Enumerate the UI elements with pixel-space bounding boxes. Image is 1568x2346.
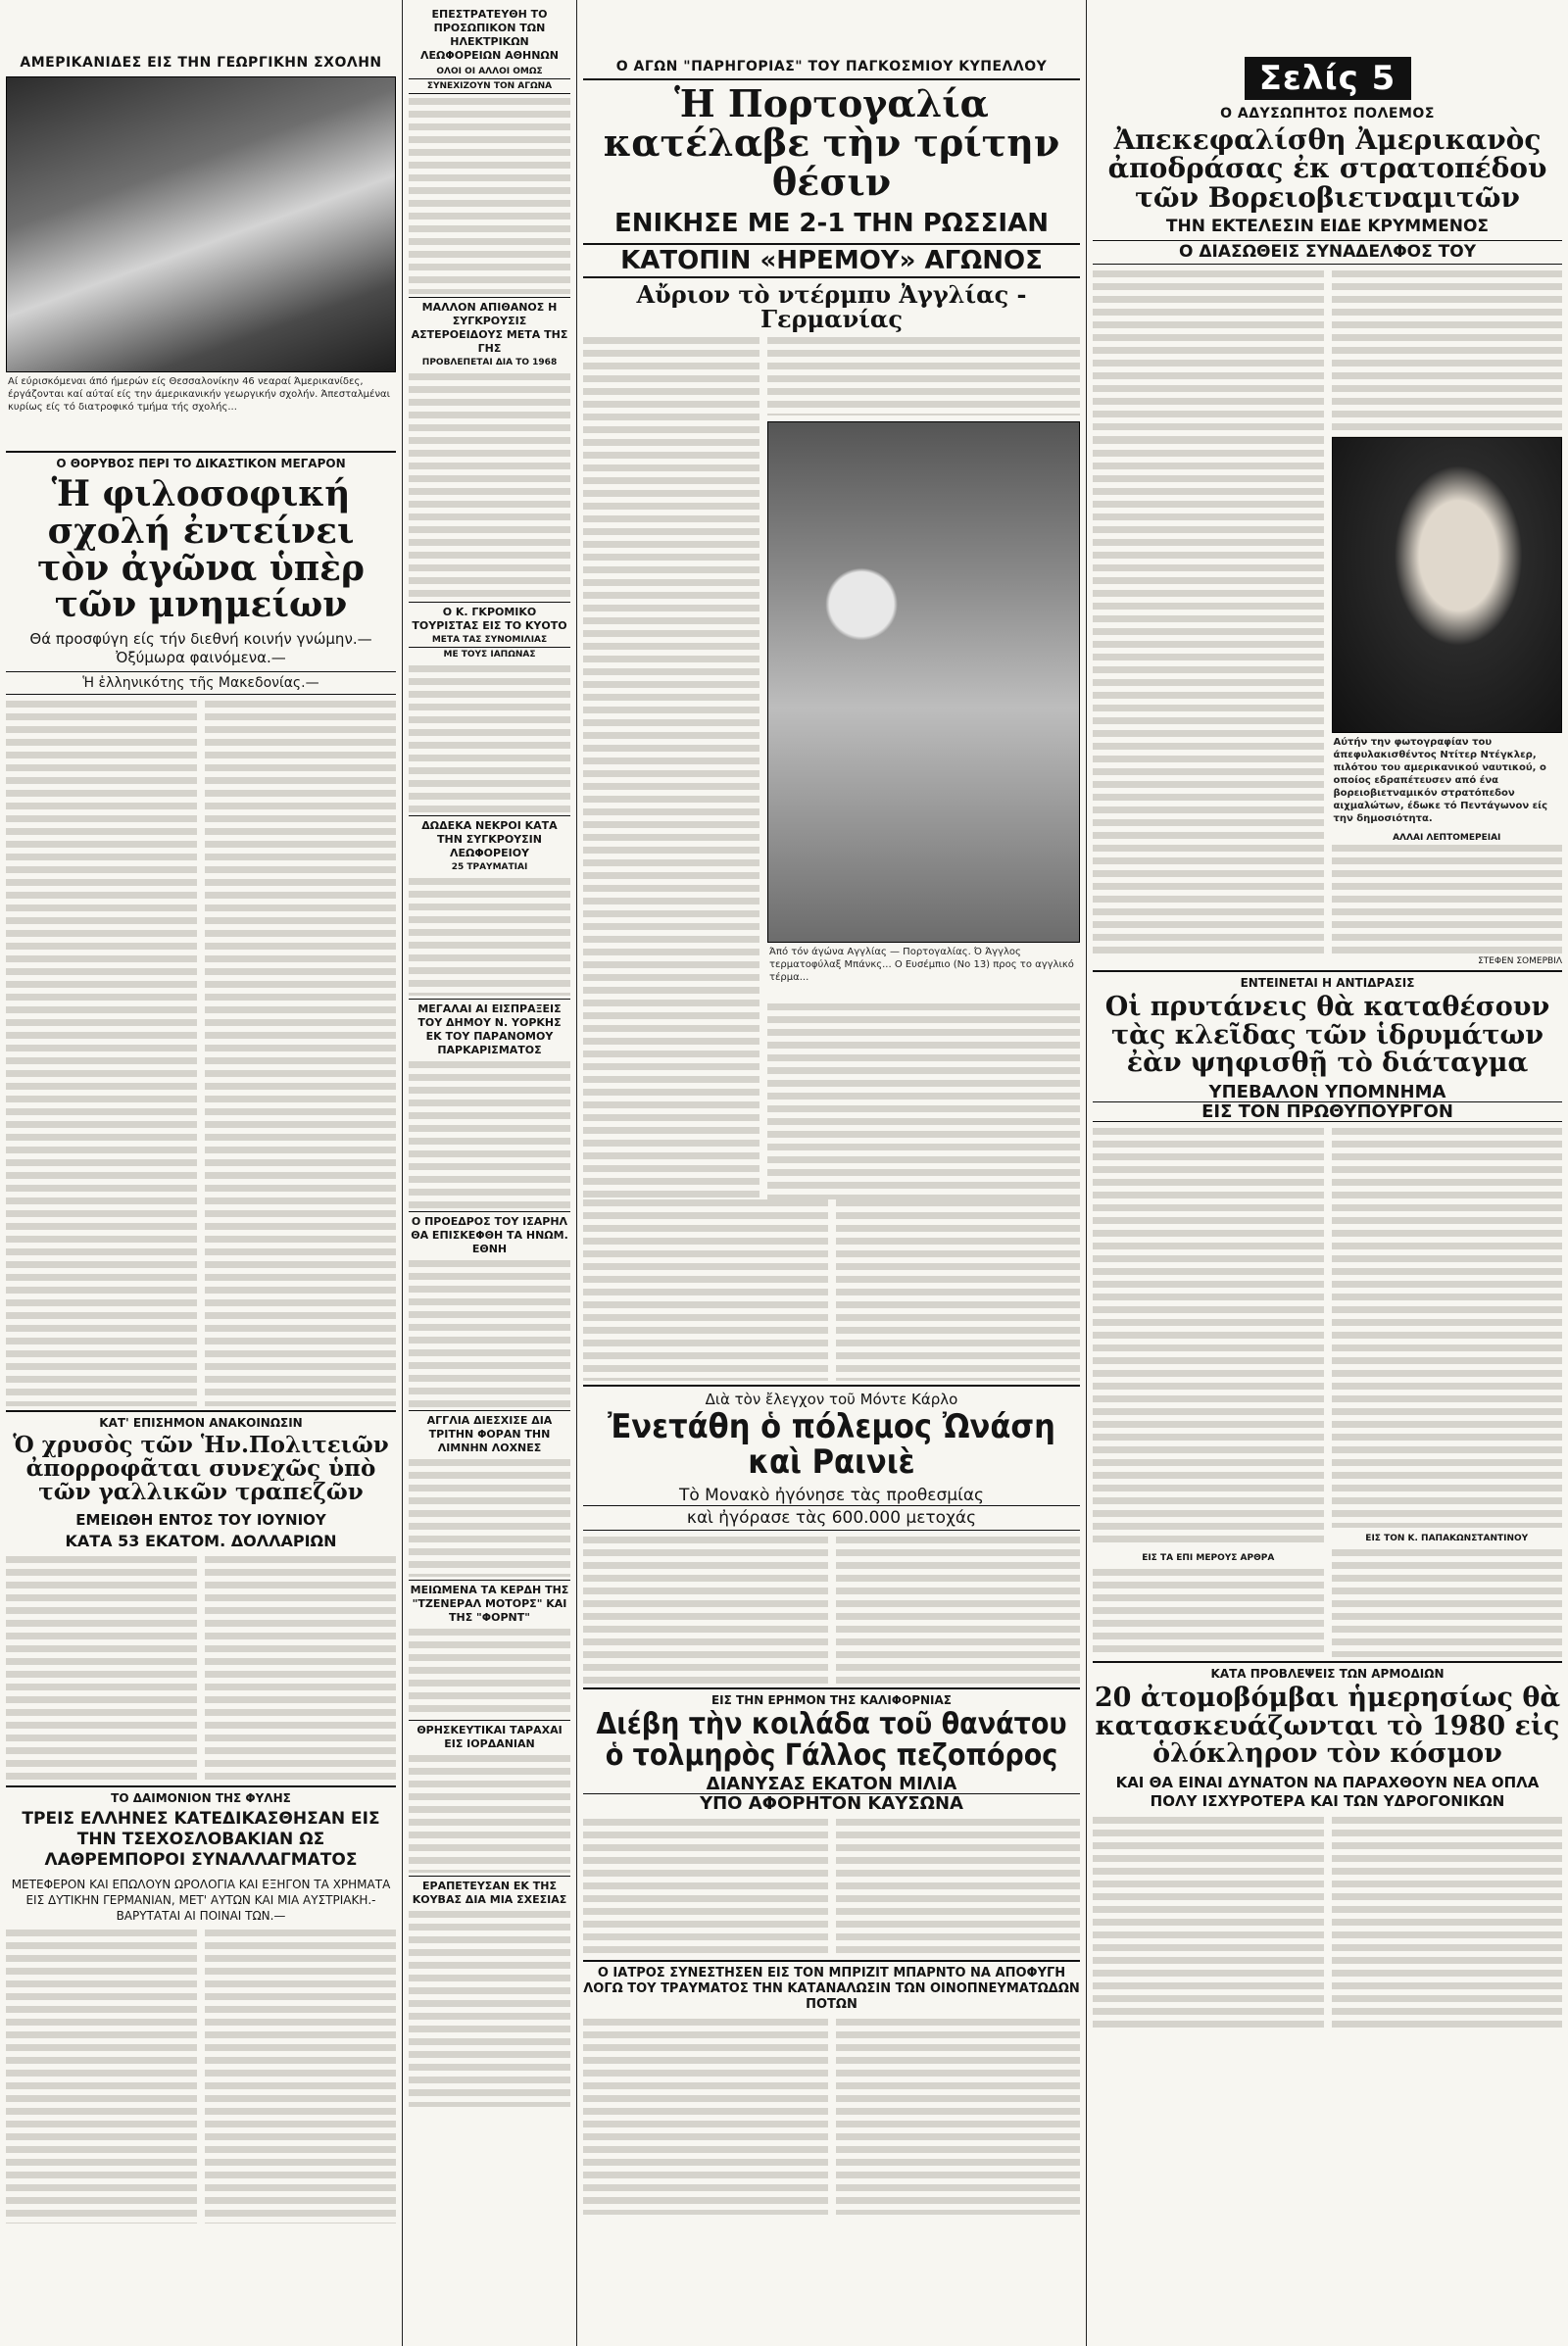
deck-nuclear: ΚΑΙ ΘΑ ΕΙΝΑΙ ΔΥΝΑΤΟΝ ΝΑ ΠΑΡΑΧΘΟΥΝ ΝΕΑ ΟΠΛΑ ΠΟΛΥ ΙΣΧΥΡΟΤΕΡΑ ΚΑΙ ΤΩΝ ΥΔΡΟΓΟΝΙΚΩΝ — [1115, 1774, 1540, 1811]
deck-tribe: ΜΕΤΕΦΕΡΟΝ ΚΑΙ ΕΠΩΛΟΥΝ ΩΡΟΛΟΓΙΑ ΚΑΙ ΕΞΗΓΟΝ ΤΑ ΧΡΗΜΑΤΑ ΕΙΣ ΔΥΤΙΚΗΝ ΓΕΡΜΑΝΙΑΝ, ΜΕΤ' ΑΥΤΩΝ ΚΑΙ ΜΙΑ ΑΥΣΤΡΙΑΚΗ.- ΒΑΡΥΤΑΤΑΙ ΑΙ ΠΟΙΝΑΙ ΤΩΝ.— — [11, 1877, 391, 1923]
headline-monte-carlo: Ἐνετάθη ὁ πόλεμος Ὠνάση καὶ Ραινιὲ — [608, 1407, 1055, 1482]
deck-gold-1: ΕΜΕΙΩΘΗ ΕΝΤΟΣ ΤΟΥ ΙΟΥΝΙΟΥ — [75, 1510, 326, 1529]
deck-universities-1: ΥΠΕΒΑΛΟΝ ΥΠΟΜΝΗΜΑ — [1208, 1082, 1446, 1103]
deck-portugal-3: Αὔριον τὸ ντέρμπυ Ἀγγλίας - Γερμανίας — [636, 279, 1027, 333]
kicker-gromyko-3: ΜΕ ΤΟΥΣ ΙΑΠΩΝΑΣ — [409, 647, 570, 661]
headline-portugal: Ἡ Πορτογαλία κατέλαβε τὴν τρίτην θέσιν — [603, 81, 1060, 204]
kicker-ny-parking: ΜΕΓΑΛΑΙ ΑΙ ΕΙΣΠΡΑΞΕΙΣ ΤΟΥ ΔΗΜΟΥ Ν. ΥΟΡΚΗΣ ΕΚ ΤΟΥ ΠΑΡΑΝΟΜΟΥ ΠΑΡΚΑΡΙΣΜΑΤΟΣ — [417, 1002, 562, 1056]
headline-tribe: ΤΡΕΙΣ ΕΛΛΗΝΕΣ ΚΑΤΕΔΙΚΑΣΘΗΣΑΝ ΕΙΣ ΤΗΝ ΤΣΕΧΟΣΛΟΒΑΚΙΑΝ ΩΣ ΛΑΘΡΕΜΠΟΡΟΙ ΣΥΝΑΛΛΑΓΜΑΤΟΣ — [22, 1808, 380, 1870]
football-photo — [767, 421, 1080, 943]
kicker-bus-crash-2: 25 ΤΡΑΥΜΑΤΙΑΙ — [451, 862, 528, 872]
deck-monte-carlo-1: Τὸ Μονακὸ ἠγόνησε τὰς προθεσμίας — [678, 1486, 985, 1506]
headline-bardot: Ο ΙΑΤΡΟΣ ΣΥΝΕΣΤΗΣΕΝ ΕΙΣ ΤΟΝ ΜΠΡΙΖΙΤ ΜΠΑΡΝΤΟ ΝΑ ΑΠΟΦΥΓΗ ΛΟΓΩ ΤΟΥ ΤΡΑΥΜΑΤΟΣ ΤΗΝ ΚΑΤΑΝΑΛΩΣΙΝ ΤΩΝ ΟΙΝΟΠΝΕΥΜΑΤΩΔΩΝ ΠΟΤΩΝ — [583, 1966, 1080, 2013]
kicker-asteroid-2: ΠΡΟΒΛΕΠΕΤΑΙ ΔΙΑ ΤΟ 1968 — [421, 358, 558, 367]
kicker-courthouse: Ο ΘΟΡΥΒΟΣ ΠΕΡΙ ΤΟ ΔΙΚΑΣΤΙΚΟΝ ΜΕΓΑΡΟΝ — [56, 457, 346, 470]
sub-partial-articles: ΕΙΣ ΤΑ ΕΠΙ ΜΕΡΟΥΣ ΑΡΘΡΑ — [1142, 1553, 1275, 1564]
kicker-asteroid: ΜΑΛΛΟΝ ΑΠΙΘΑΝΟΣ Η ΣΥΓΚΡΟΥΣΙΣ ΑΣΤΕΡΟΕΙΔΟΥΣ ΜΕΤΑ ΤΗΣ ΓΗΣ — [411, 301, 568, 355]
column-1 — [0, 0, 402, 2346]
photo-header: ΑΜΕΡΙΚΑΝΙΔΕΣ ΕΙΣ ΤΗΝ ΓΕΩΡΓΙΚΗΝ ΣΧΟΛΗΝ — [20, 55, 382, 71]
kicker-announcement: ΚΑΤ' ΕΠΙΣΗΜΟΝ ΑΝΑΚΟΙΝΩΣΙΝ — [99, 1416, 303, 1431]
kicker-lochness: ΑΓΓΛΙΑ ΔΙΕΣΧΙΣΕ ΔΙΑ ΤΡΙΤΗΝ ΦΟΡΑΝ ΤΗΝ ΛΙΜΝΗΝ ΛΟΧΝΕΣ — [426, 1414, 553, 1454]
pilot-photo-caption: Αύτήν την φωτογραφίαν του άπεφυλακισθέντος Ντίτερ Ντέγκλερ, πιλότου του αμερικανικού ναυτικού, ο οποίος εδραπέτευσεν από ένα βορειοβιετναμικόν στρατόπεδον αιχμαλώτων, έδωκε τό Πεντάγωνον είς την δημοσιότητα. — [1333, 737, 1548, 825]
kicker-buses: ΕΠΕΣΤΡΑΤΕΥΘΗ ΤΟ ΠΡΟΣΩΠΙΚΟΝ ΤΩΝ ΗΛΕΚΤΡΙΚΩΝ ΛΕΩΦΟΡΕΙΩΝ ΑΘΗΝΩΝ — [420, 8, 559, 62]
football-photo-caption: Άπό τόν άγώνα Αγγλίας — Πορτογαλίας. Ό Άγγλος τερματοφύλαξ Μπάνκς... Ο Ευσέμπιο (Νο 13) προς το αγγλικό τέρμα... — [769, 947, 1074, 984]
photo-caption: Αί εύρισκόμεναι άπό ήμερών είς Θεσσαλονίκην 46 νεαραί Άμερικανίδες, έργάζονται καί αύταί είς την άμερικανικήν γεωργικήν σχολήν. Άπεσταλμέναι κυρίως είς τό διατροφικό τμήμα τής σχολής... — [8, 376, 391, 413]
article-body-tribe — [6, 1930, 396, 2224]
kicker-israel: Ο ΠΡΟΕΔΡΟΣ ΤΟΥ ΙΣΑΡΗΛ ΘΑ ΕΠΙΣΚΕΦΘΗ ΤΑ ΗΝΩΜ. ΕΘΝΗ — [411, 1215, 568, 1255]
pilot-portrait-photo — [1332, 437, 1563, 733]
article-body-gold — [6, 1556, 396, 1782]
kicker-vietnam: Ο ΑΔΥΣΩΠΗΤΟΣ ΠΟΛΕΜΟΣ — [1220, 106, 1435, 122]
article-body-philosophy — [6, 701, 396, 1406]
kicker-universities: ΕΝΤΕΙΝΕΤΑΙ Η ΑΝΤΙΔΡΑΣΙΣ — [1240, 976, 1415, 991]
deck-vietnam-1: ΤΗΝ ΕΚΤΕΛΕΣΙΝ ΕΙΔΕ ΚΡΥΜΜΕΝΟΣ — [1165, 217, 1490, 237]
deck-philosophy-2: Ἡ ἑλληνικότης τῆς Μακεδονίας.— — [6, 671, 396, 695]
kicker-worldcup: Ο ΑΓΩΝ "ΠΑΡΗΓΟΡΙΑΣ" ΤΟΥ ΠΑΓΚΟΣΜΙΟΥ ΚΥΠΕΛΛΟΥ — [615, 59, 1048, 74]
headline-california: Διέβη τὴν κοιλάδα τοῦ θανάτου ὁ τολμηρὸς Γάλλος πεζοπόρος — [596, 1707, 1067, 1773]
kicker-gromyko-2: ΜΕΤΑ ΤΑΣ ΣΥΝΟΜΙΛΙΑΣ — [431, 635, 548, 645]
sub-papakonstantinou: ΕΙΣ ΤΟΝ Κ. ΠΑΠΑΚΩΝΣΤΑΝΤΙΝΟΥ — [1365, 1534, 1529, 1544]
headline-universities: Οἱ πρυτάνεις θὰ καταθέσουν τὰς κλεῖδας τῶν ἱδρυμάτων ἐὰν ψηφισθῇ τὸ διάταγμα — [1104, 992, 1550, 1078]
sub-details: ΑΛΛΑΙ ΛΕΠΤΟΜΕΡΕΙΑΙ — [1393, 833, 1501, 844]
deck-gold-2: ΚΑΤΑ 53 ΕΚΑΤΟΜ. ΔΟΛΛΑΡΙΩΝ — [65, 1531, 337, 1550]
headline-vietnam: Ἀπεκεφαλίσθη Ἀμερικανὸς ἀποδράσας ἐκ στρατοπέδου τῶν Βορειοβιετναμιτῶν — [1107, 123, 1547, 214]
byline: ΣΤΕΦΕΝ ΣΟΜΕΡΒΙΛ — [1478, 956, 1562, 967]
page-number-logo: Σελίς 5 — [1245, 57, 1411, 100]
kicker-buses-2: ΟΛΟΙ ΟΙ ΑΛΛΟΙ ΟΜΩΣ — [436, 67, 543, 76]
kicker-california: ΕΙΣ ΤΗΝ ΕΡΗΜΟΝ ΤΗΣ ΚΑΛΙΦΟΡΝΙΑΣ — [710, 1693, 952, 1708]
kicker-bus-crash: ΔΩΔΕΚΑ ΝΕΚΡΟΙ ΚΑΤΑ ΤΗΝ ΣΥΓΚΡΟΥΣΙΝ ΛΕΩΦΟΡΕΙΟΥ — [421, 819, 558, 859]
kicker-cuba: ΕΡΑΠΕΤΕΥΣΑΝ ΕΚ ΤΗΣ ΚΟΥΒΑΣ ΔΙΑ ΜΙΑ ΣΧΕΣΙΑΣ — [412, 1880, 567, 1906]
deck-universities-2: ΕΙΣ ΤΟΝ ΠΡΩΘΥΠΟΥΡΓΟΝ — [1093, 1101, 1562, 1122]
school-photo — [6, 76, 396, 372]
deck-california-1: ΔΙΑΝΥΣΑΣ ΕΚΑΤΟΝ ΜΙΛΙΑ — [706, 1774, 957, 1795]
deck-vietnam-2: Ο ΔΙΑΣΩΘΕΙΣ ΣΥΝΑΔΕΛΦΟΣ ΤΟΥ — [1093, 240, 1562, 265]
headline-philosophy-school: Ἡ φιλοσοφική σχολή ἐντείνει τὸν ἀγῶνα ὑπὲρ τῶν μνημείων — [37, 473, 365, 626]
deck-california-2: ΥΠΟ ΑΦΟΡΗΤΟΝ ΚΑΥΣΩΝΑ — [583, 1793, 1080, 1813]
deck-portugal-1: ΕΝΙΚΗΣΕ ΜΕ 2-1 ΤΗΝ ΡΩΣΣΙΑΝ — [614, 208, 1049, 238]
column-3 — [576, 0, 1086, 2346]
kicker-gm-ford: ΜΕΙΩΜΕΝΑ ΤΑ ΚΕΡΔΗ ΤΗΣ "ΤΖΕΝΕΡΑΛ ΜΟΤΟΡΣ" ΚΑΙ ΤΗΣ "ΦΟΡΝΤ" — [410, 1584, 569, 1624]
kicker-nuclear: ΚΑΤΑ ΠΡΟΒΛΕΨΕΙΣ ΤΩΝ ΑΡΜΟΔΙΩΝ — [1210, 1667, 1445, 1682]
deck-philosophy-1: Θά προσφύγη είς τήν διεθνή κοινήν γνώμην.— Ὀξύμωρα φαινόμενα.— — [29, 630, 372, 667]
kicker-monte-carlo: Διὰ τὸν ἔλεγχον τοῦ Μόντε Κάρλο — [705, 1391, 958, 1409]
deck-monte-carlo-2: καὶ ἠγόρασε τὰς 600.000 μετοχάς — [583, 1505, 1080, 1531]
kicker-buses-3: ΣΥΝΕΧΙΖΟΥΝ ΤΟΝ ΑΓΩΝΑ — [409, 78, 570, 94]
headline-gold: Ὁ χρυσὸς τῶν Ἡν.Πολιτειῶν ἀπορροφᾶται συνεχῶς ὑπὸ τῶν γαλλικῶν τραπεζῶν — [13, 1432, 389, 1506]
deck-portugal-2: ΚΑΤΟΠΙΝ «ΗΡΕΜΟΥ» ΑΓΩΝΟΣ — [583, 243, 1080, 278]
kicker-tribe: ΤΟ ΔΑΙΜΟΝΙΟΝ ΤΗΣ ΦΥΛΗΣ — [111, 1790, 291, 1805]
kicker-jordan: ΘΡΗΣΚΕΥΤΙΚΑΙ ΤΑΡΑΧΑΙ ΕΙΣ ΙΟΡΔΑΝΙΑΝ — [416, 1724, 563, 1750]
column-4 — [1086, 0, 1568, 2346]
column-2 — [402, 0, 576, 2346]
kicker-gromyko: Ο Κ. ΓΚΡΟΜΙΚΟ ΤΟΥΡΙΣΤΑΣ ΕΙΣ ΤΟ ΚΥΟΤΟ — [412, 606, 567, 632]
headline-nuclear: 20 ἀτομοβόμβαι ἡμερησίως θὰ κατασκευάζωνται τὸ 1980 εἰς ὁλόκληρον τὸν κόσμον — [1094, 1683, 1561, 1769]
